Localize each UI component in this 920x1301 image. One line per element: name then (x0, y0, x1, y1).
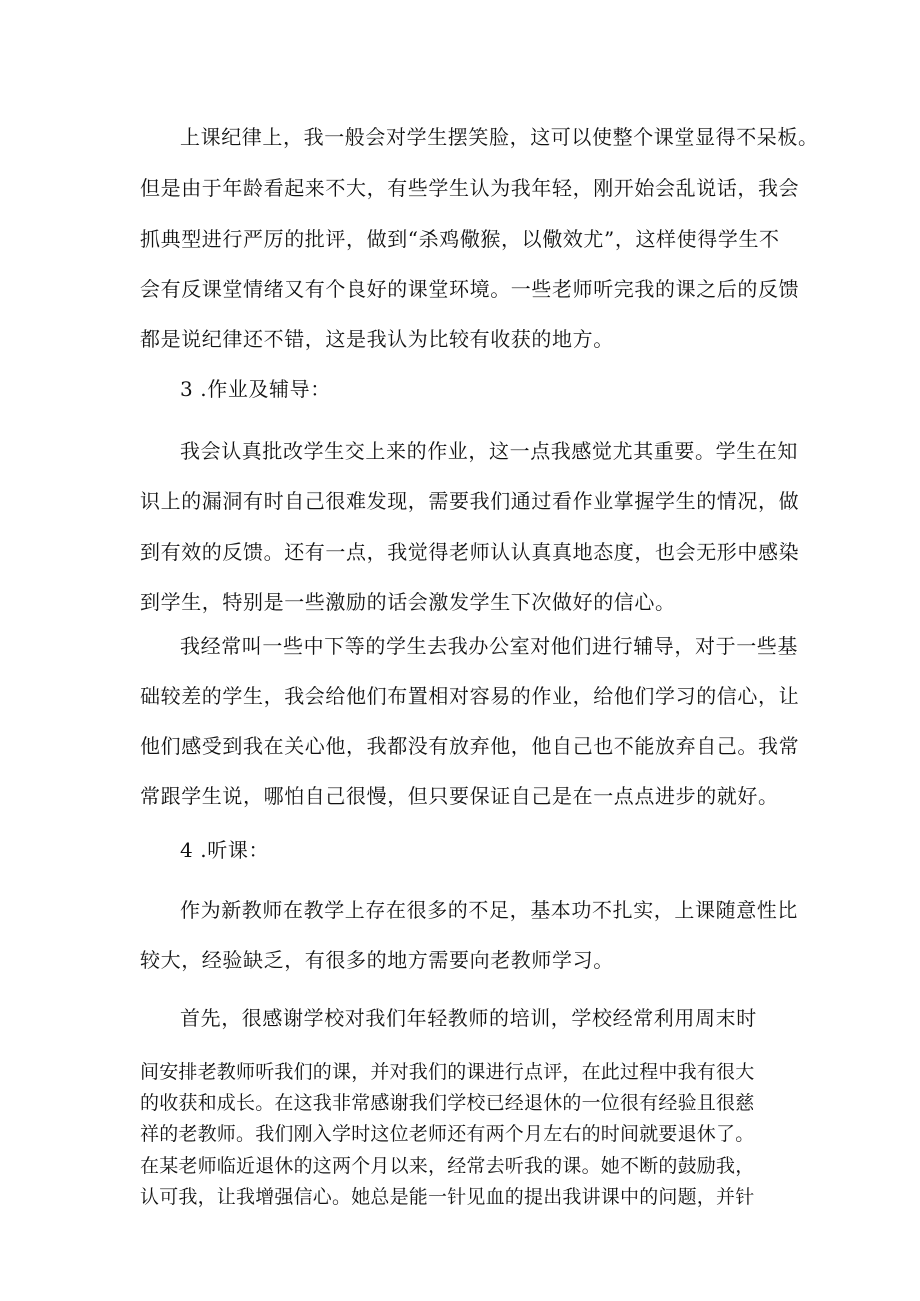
paragraph-line: 到有效的反馈。还有一点，我觉得老师认认真真地态度，也会无形中感染 (140, 540, 800, 564)
paragraph-line: 抓典型进行严厉的批评，做到“杀鸡儆猴，以儆效尤”，这样使得学生不 (140, 227, 780, 251)
paragraph-line: 他们感受到我在关心他，我都没有放弃他，他自己也不能放弃自己。我常 (140, 734, 800, 758)
paragraph-line: 常跟学生说，哪怕自己很慢，但只要保证自己是在一点点进步的就好。 (140, 784, 779, 808)
paragraph-line: 我会认真批改学生交上来的作业，这一点我感觉尤其重要。学生在知 (180, 439, 798, 463)
paragraph-line: 到学生，特别是一些激励的话会激发学生下次做好的信心。 (140, 590, 676, 614)
paragraph-line: 我经常叫一些中下等的学生去我办公室对他们进行辅导，对于一些基 (180, 634, 798, 658)
paragraph-line: 但是由于年龄看起来不大，有些学生认为我年轻，刚开始会乱说话，我会 (140, 176, 800, 200)
paragraph-line: 会有反课堂情绪又有个良好的课堂环境。一些老师听完我的课之后的反馈 (140, 277, 800, 301)
paragraph-line: 都是说纪律还不错，这是我认为比较有收获的地方。 (140, 327, 614, 351)
section-heading: 4 .听课： (180, 838, 270, 862)
paragraph-line: 的收获和成长。在这我非常感谢我们学校已经退休的一位很有经验且很慈 (140, 1092, 755, 1114)
paragraph-line: 较大，经验缺乏，有很多的地方需要向老教师学习。 (140, 948, 614, 972)
paragraph-line: 认可我，让我增强信心。她总是能一针见血的提出我讲课中的问题，并针 (140, 1186, 755, 1208)
paragraph-line: 作为新教师在教学上存在很多的不足，基本功不扎实，上课随意性比 (180, 898, 798, 922)
paragraph-line: 间安排老教师听我们的课，并对我们的课进行点评，在此过程中我有很大 (140, 1061, 755, 1083)
paragraph-line: 识上的漏洞有时自己很难发现，需要我们通过看作业掌握学生的情况，做 (140, 489, 800, 513)
paragraph-line: 上课纪律上，我一般会对学生摆笑脸，这可以使整个课堂显得不呆板。 (180, 125, 819, 149)
paragraph-line: 在某老师临近退休的这两个月以来，经常去听我的课。她不断的鼓励我， (140, 1155, 755, 1177)
paragraph-line: 础较差的学生，我会给他们布置相对容易的作业，给他们学习的信心，让 (140, 684, 800, 708)
paragraph-line: 首先，很感谢学校对我们年轻教师的培训，学校经常利用周末时 (180, 1006, 757, 1030)
paragraph-line: 祥的老教师。我们刚入学时这位老师还有两个月左右的时间就要退休了。 (140, 1123, 755, 1145)
section-heading: 3 .作业及辅导： (180, 377, 331, 401)
